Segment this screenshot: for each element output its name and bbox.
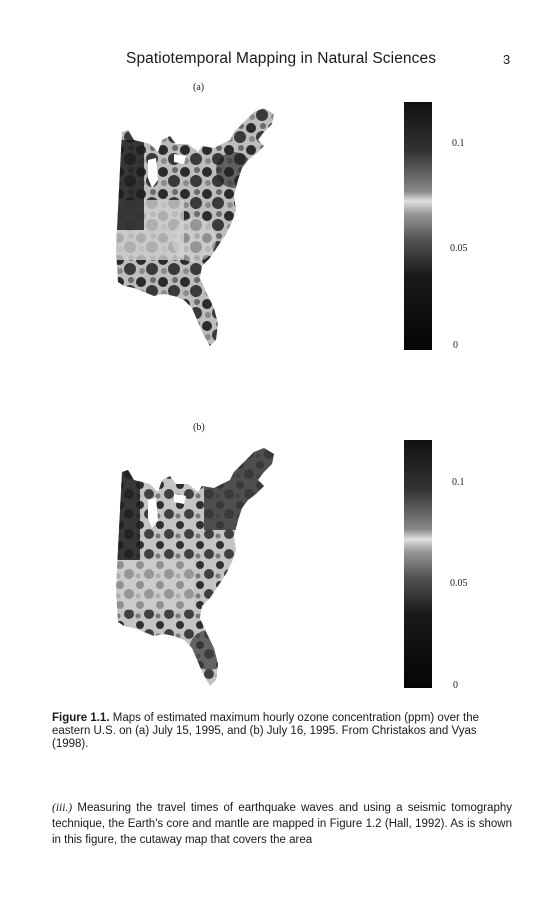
ozone-map-a (114, 100, 304, 360)
colorbar-b-tick-mid: 0.05 (450, 578, 468, 589)
caption-label: Figure 1.1. (52, 712, 110, 724)
colorbar-b (404, 440, 432, 688)
running-title: Spatiotemporal Mapping in Natural Sciences (126, 50, 437, 67)
body-paragraph (52, 800, 512, 848)
caption-text: Maps of estimated maximum hourly ozone concentration (ppm) over the eastern U.S. on (a) July 15, 1995, and (b) July 16, 1995. From Christakos and Vyas (1998). (52, 712, 479, 750)
figure-caption (52, 712, 512, 751)
running-head (0, 50, 559, 70)
colorbar-a-tick-low: 0 (453, 340, 458, 351)
panel-label-b: (b) (193, 422, 205, 433)
colorbar-b-tick-low: 0 (453, 680, 458, 691)
item-number: (iii.) (52, 802, 73, 814)
page-number: 3 (503, 52, 511, 67)
ozone-map-b (114, 440, 304, 700)
colorbar-a (404, 102, 432, 350)
colorbar-a-tick-high: 0.1 (452, 138, 465, 149)
colorbar-b-tick-high: 0.1 (452, 477, 465, 488)
paragraph-text: Measuring the travel times of earthquake waves and using a seismic tomography technique, the Earth's core and mantle are mapped in Figure 1.2 (Hall, 1992). As is shown in this figure, the cutaway map that covers the area (52, 802, 512, 846)
panel-label-a: (a) (193, 82, 205, 93)
colorbar-a-tick-mid: 0.05 (450, 243, 468, 254)
